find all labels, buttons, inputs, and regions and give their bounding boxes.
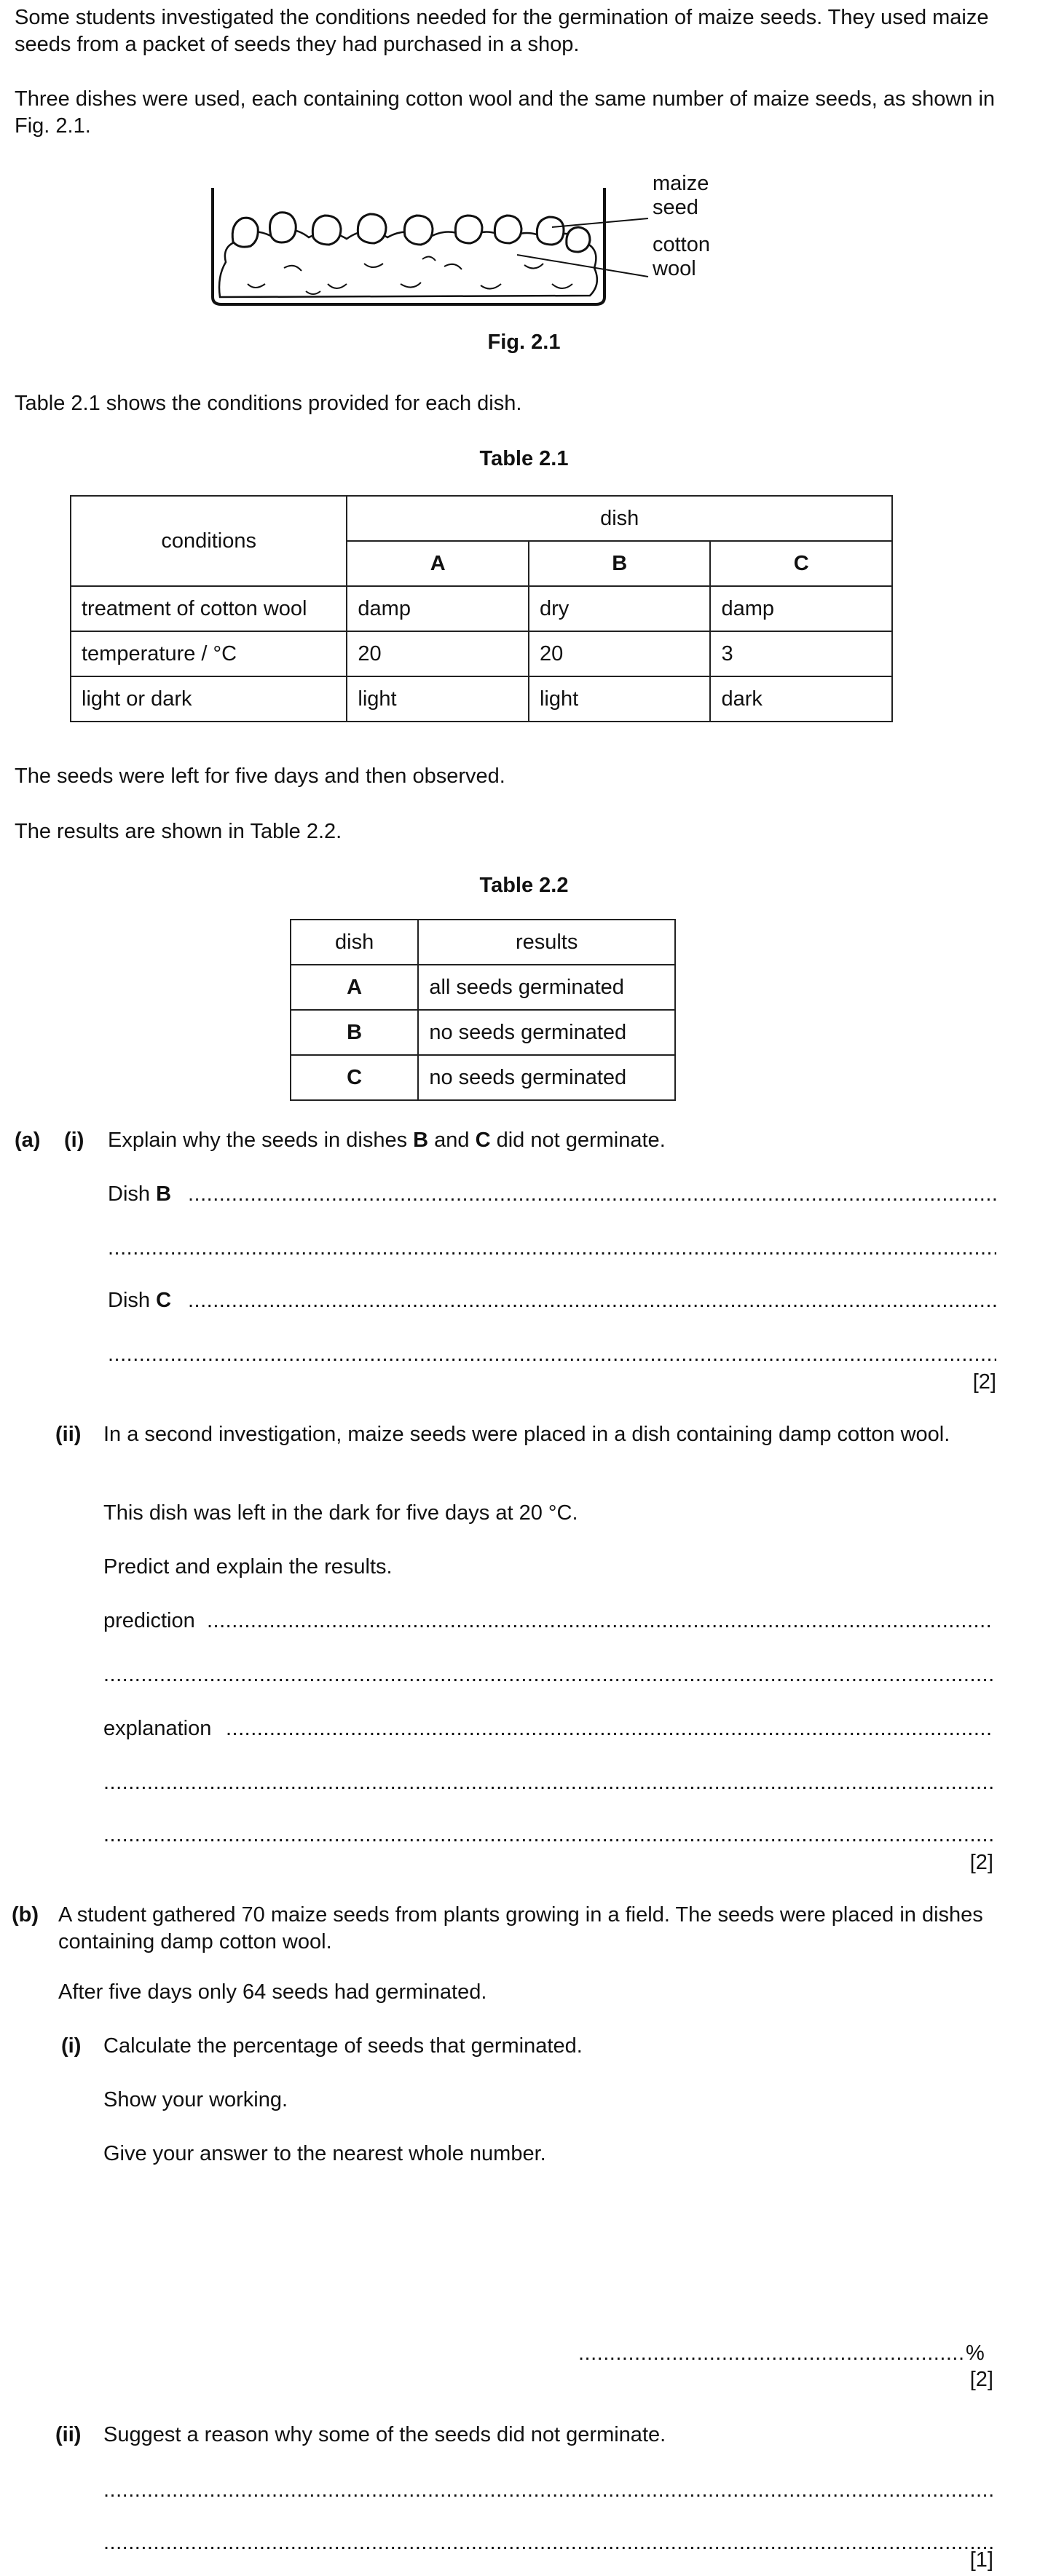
results-column-header: results <box>418 920 675 965</box>
table-row <box>291 1055 675 1100</box>
answer-line[interactable] <box>103 1662 993 1688</box>
percent-unit: % <box>966 2342 985 2365</box>
dish-cell: B <box>291 1010 418 1055</box>
table-row <box>71 631 892 676</box>
dish-b-header: B <box>529 541 710 586</box>
dish-cell: C <box>291 1055 418 1100</box>
marks-a-i: [2] <box>972 1370 996 1394</box>
result-cell: no seeds germinated <box>418 1055 675 1100</box>
table-row <box>291 965 675 1010</box>
figure-caption: Fig. 2.1 <box>487 331 561 354</box>
table-row <box>71 676 892 722</box>
cell: light <box>347 676 529 722</box>
dish-a-header: A <box>347 541 529 586</box>
answer-line-percentage[interactable] <box>578 2340 964 2367</box>
marks-b-i: [2] <box>969 2368 993 2391</box>
question-text-post: did not germinate. <box>490 1129 666 1152</box>
table-row <box>291 1010 675 1055</box>
results-intro: The results are shown in Table 2.2. <box>15 820 342 843</box>
question-b-i-p2: Show your working. <box>103 2088 288 2111</box>
intro-paragraph-1: Some students investigated the conditions needed for the germination of maize seeds. They used maize seeds from a packet of seeds they had purchased in a shop. <box>15 6 989 56</box>
cell: dark <box>710 676 892 722</box>
result-cell: all seeds germinated <box>418 965 675 1010</box>
cell: dry <box>529 586 710 631</box>
row-label: treatment of cotton wool <box>71 586 347 631</box>
cell: 20 <box>529 631 710 676</box>
dish-letter: C <box>156 1289 172 1312</box>
dish-cell: A <box>291 965 418 1010</box>
question-b-i-label: (i) <box>61 2034 82 2058</box>
results-table <box>290 919 676 1101</box>
answer-line[interactable] <box>103 1769 993 1796</box>
dish-column-header: dish <box>291 920 418 965</box>
label-maize-seed: maize seed <box>653 172 709 219</box>
answer-line[interactable] <box>103 1822 993 1849</box>
cell: damp <box>710 586 892 631</box>
table1-intro: Table 2.1 shows the conditions provided for each dish. <box>15 392 522 415</box>
question-b-i-p1: Calculate the percentage of seeds that germinated. <box>103 2034 583 2058</box>
question-a-i-label: (i) <box>64 1129 84 1152</box>
answer-line[interactable] <box>103 2477 993 2504</box>
question-text-and: and <box>428 1129 476 1152</box>
marks-a-ii: [2] <box>969 1851 993 1874</box>
cell: damp <box>347 586 529 631</box>
cell: 3 <box>710 631 892 676</box>
question-a-ii-p1: In a second investigation, maize seeds were placed in a dish containing damp cotton wool. <box>103 1423 950 1446</box>
answer-line[interactable] <box>108 1341 996 1368</box>
answer-line-explanation[interactable] <box>226 1715 993 1742</box>
table-row <box>71 586 892 631</box>
conditions-header: conditions <box>71 496 347 586</box>
intro-paragraph-2: Three dishes were used, each containing cotton wool and the same number of maize seeds, as shown in Fig. 2.1. <box>15 87 996 138</box>
dish-c-answer-label <box>108 1287 171 1314</box>
cell: light <box>529 676 710 722</box>
dish-header: dish <box>347 496 892 541</box>
question-a-label: (a) <box>15 1129 41 1152</box>
dish-word: Dish <box>108 1182 151 1206</box>
question-b-ii-label: (ii) <box>55 2423 82 2446</box>
question-b-i-p3: Give your answer to the nearest whole number. <box>103 2142 546 2165</box>
question-b-ii-p1: Suggest a reason why some of the seeds did not germinate. <box>103 2423 666 2446</box>
label-cotton-wool: cotton wool <box>653 233 710 280</box>
conditions-table <box>70 495 893 722</box>
dish-b-answer-label <box>108 1181 171 1208</box>
row-label: light or dark <box>71 676 347 722</box>
cell: 20 <box>347 631 529 676</box>
table2-title: Table 2.2 <box>479 874 569 897</box>
answer-line-dish-b[interactable] <box>188 1181 996 1208</box>
answer-line-dish-c[interactable] <box>188 1287 996 1314</box>
answer-line[interactable] <box>108 1235 996 1262</box>
question-b-label: (b) <box>12 1903 39 1927</box>
result-cell: no seeds germinated <box>418 1010 675 1055</box>
question-text-pre: Explain why the seeds in dishes <box>108 1129 414 1152</box>
question-a-ii-p2: This dish was left in the dark for five days at 20 °C. <box>103 1501 578 1525</box>
marks-b-ii: [1] <box>969 2548 993 2572</box>
question-b-p2: After five days only 64 seeds had germinated. <box>58 1980 487 2004</box>
dish-c-header: C <box>710 541 892 586</box>
question-b-p1: A student gathered 70 maize seeds from plants growing in a field. The seeds were placed in dishes containing damp cotton wool. <box>58 1903 983 1953</box>
dish-word: Dish <box>108 1289 151 1312</box>
question-a-ii-label: (ii) <box>55 1423 82 1446</box>
prediction-label: prediction <box>103 1609 195 1632</box>
row-label: temperature / °C <box>71 631 347 676</box>
explanation-label: explanation <box>103 1717 212 1740</box>
answer-line[interactable] <box>103 2529 993 2556</box>
dish-letter: B <box>156 1182 172 1206</box>
observation-text: The seeds were left for five days and then observed. <box>15 764 505 788</box>
question-a-i-text <box>108 1127 666 1154</box>
question-a-ii-p3: Predict and explain the results. <box>103 1555 393 1579</box>
question-text-c: C <box>475 1129 491 1152</box>
table1-title: Table 2.1 <box>479 447 569 470</box>
answer-line-prediction[interactable] <box>207 1608 993 1635</box>
question-text-b: B <box>413 1129 429 1152</box>
